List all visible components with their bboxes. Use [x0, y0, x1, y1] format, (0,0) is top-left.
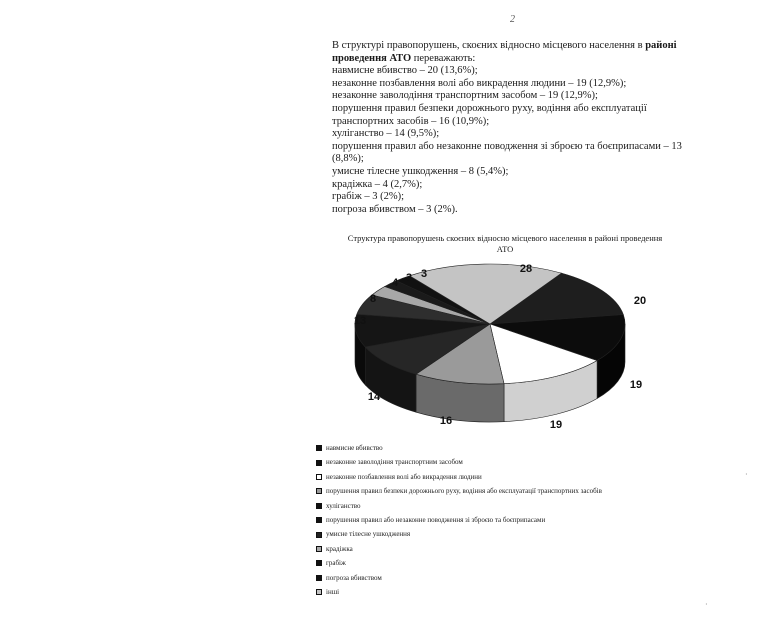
pie-value-label: 19: [629, 379, 643, 391]
pie-value-label: 14: [367, 391, 381, 403]
legend-swatch: [316, 560, 322, 566]
list-item: умисне тілесне ушкодження – 8 (5,4%);: [332, 165, 509, 177]
legend-label: навмисне вбивство: [326, 444, 383, 452]
legend-label: порушення правил або незаконне поводження зі зброєю та боєприпасами: [326, 516, 546, 525]
legend-item: [316, 470, 602, 484]
legend-item: [316, 542, 602, 556]
pie-value-label: 3: [405, 272, 413, 284]
legend-swatch: [316, 488, 322, 494]
legend-swatch: [316, 517, 322, 523]
list-item: порушення правил безпеки дорожнього руху, водіння або експлуатації транспортних засобів – 16 (10,9%);: [332, 102, 647, 127]
pie-value-label: 20: [633, 295, 647, 307]
list-item: незаконне позбавлення волі або викрадення людини – 19 (12,9%);: [332, 77, 627, 89]
list-item: погроза вбивством – 3 (2%).: [332, 203, 458, 215]
intro-start: В структурі правопорушень, скоєних відносно місцевого населення в: [332, 40, 646, 51]
pie-value-label: 28: [519, 263, 533, 275]
legend-swatch: [316, 532, 322, 538]
chart-legend: [316, 441, 602, 599]
list-item: порушення правил або незаконне поводження зі зброєю та боєприпасами – 13 (8,8%);: [332, 140, 682, 165]
list-item: крадіжка – 4 (2,7%);: [332, 178, 423, 190]
legend-item: [316, 513, 602, 527]
scan-mark: ·: [745, 470, 748, 479]
scan-mark: ·: [705, 600, 708, 609]
legend-swatch: [316, 575, 322, 581]
legend-swatch: [316, 546, 322, 552]
legend-label: умисне тілесне ушкодження: [326, 530, 411, 539]
legend-swatch: [316, 503, 322, 509]
legend-swatch: [316, 460, 322, 466]
legend-label: інші: [326, 588, 340, 597]
legend-label: погроза вбивством: [326, 573, 382, 582]
pie-value-label: 3: [420, 268, 428, 280]
intro-paragraph: [308, 40, 708, 65]
legend-item: [316, 484, 602, 498]
pie-chart: [330, 256, 670, 436]
pie-value-label: 19: [549, 419, 563, 431]
page-number: 2: [510, 14, 515, 25]
legend-label: хуліганство: [326, 501, 361, 510]
legend-label: незаконне позбавлення волі або викрадення людини: [326, 472, 482, 481]
legend-label: порушення правил безпеки дорожнього руху, водіння або експлуатації транспортних засобів: [326, 487, 602, 496]
pie-value-label: 4: [391, 277, 399, 289]
legend-item: [316, 455, 602, 469]
legend-label: незаконне заволодіння транспортним засобом: [326, 458, 463, 467]
legend-item: [316, 556, 602, 570]
intro-bold: районі проведення АТО: [332, 40, 677, 64]
legend-label: крадіжка: [326, 544, 353, 553]
list-item: навмисне вбивство – 20 (13,6%);: [332, 65, 478, 77]
legend-swatch: [316, 445, 322, 451]
pie-value-label: 8: [369, 293, 377, 305]
list-item: хуліганство – 14 (9,5%);: [332, 128, 440, 140]
legend-label: грабіж: [326, 559, 346, 568]
legend-item: [316, 585, 602, 599]
legend-item: [316, 441, 602, 455]
intro-end: переважають:: [411, 52, 476, 64]
legend-item: [316, 499, 602, 513]
document-text: [308, 40, 708, 216]
pie-value-label: 13: [353, 315, 367, 327]
legend-swatch: [316, 474, 322, 480]
legend-item: [316, 571, 602, 585]
legend-item: [316, 527, 602, 541]
chart-title: Структура правопорушень скоєних відносно місцевого населення в районі проведення АТО: [347, 233, 663, 254]
pie-value-label: 16: [439, 415, 453, 427]
list-item: незаконне заволодіння транспортним засобом – 19 (12,9%);: [332, 90, 598, 102]
legend-swatch: [316, 589, 322, 595]
list-item: грабіж – 3 (2%);: [332, 191, 405, 203]
